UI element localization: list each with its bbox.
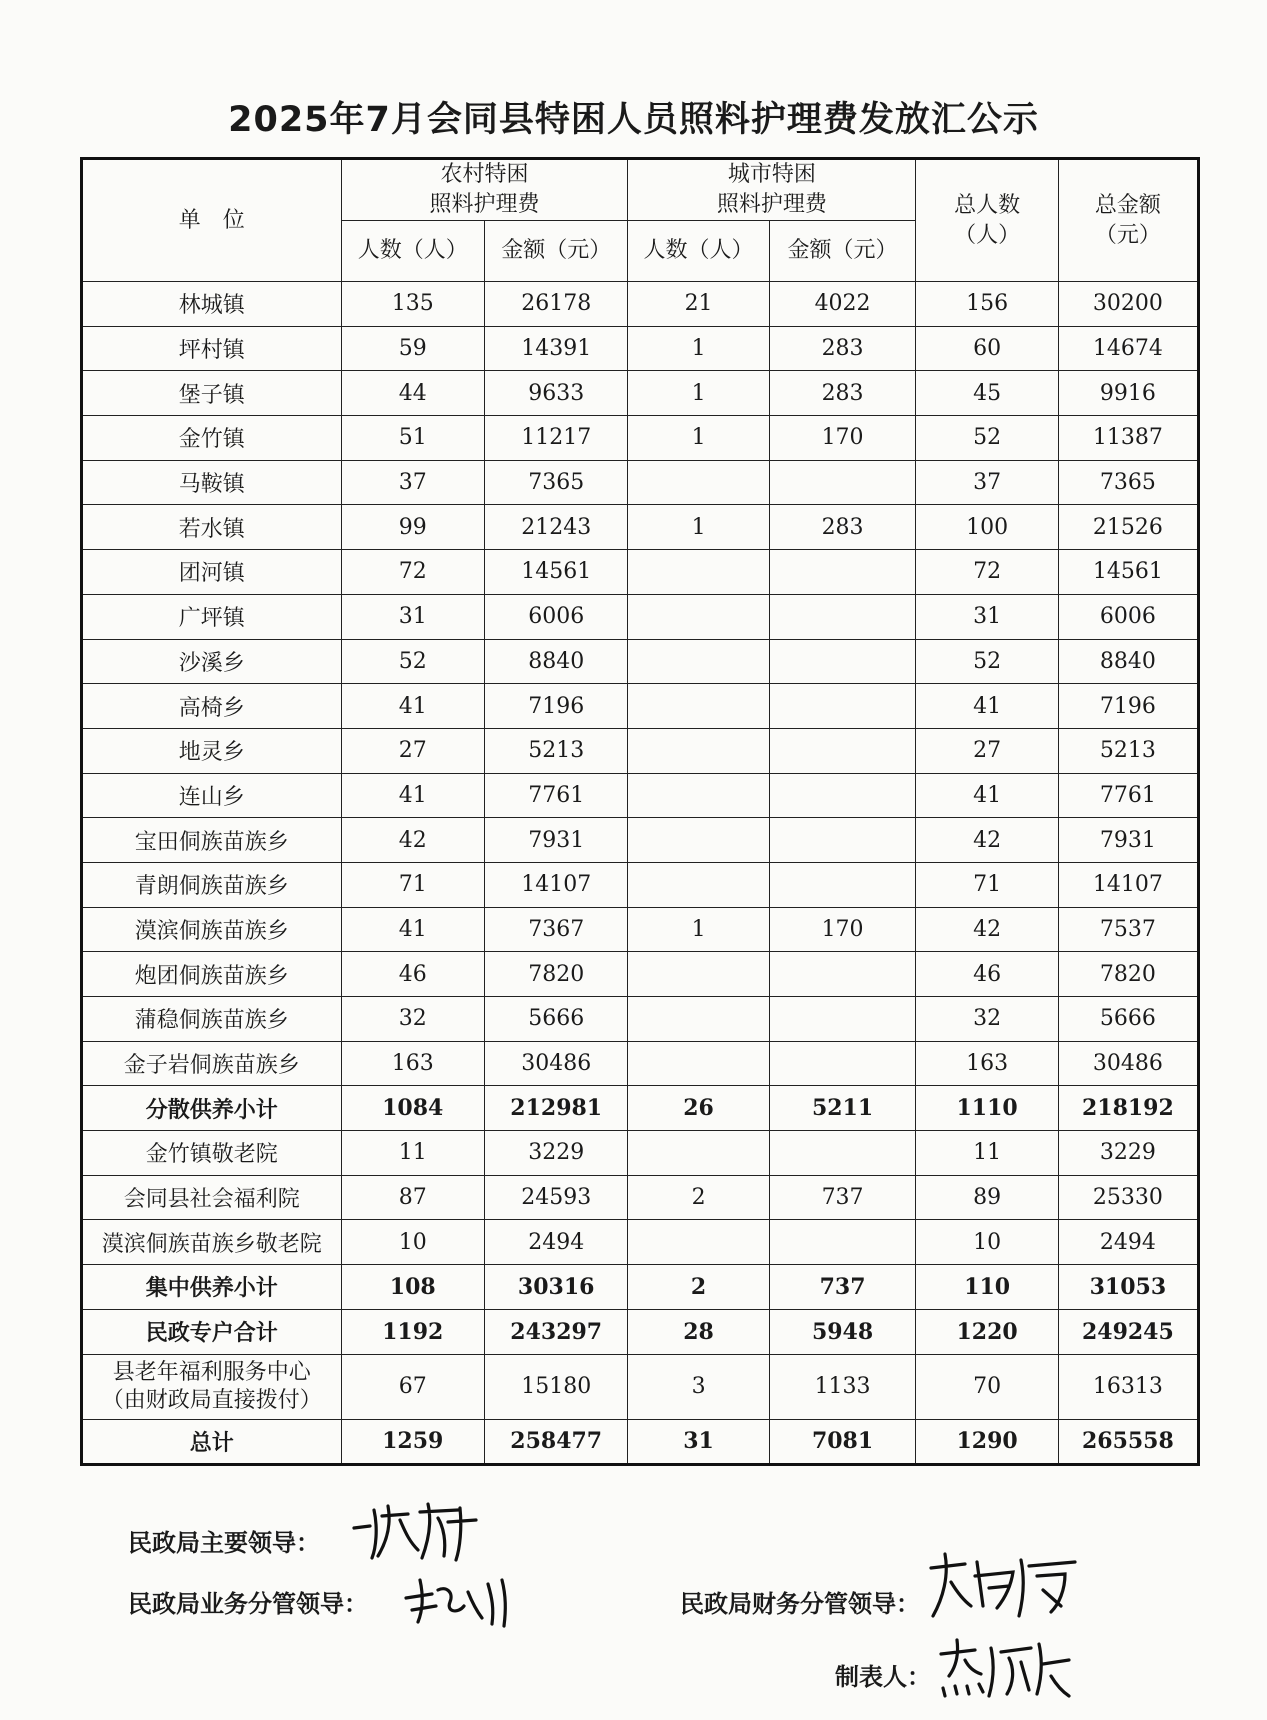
rural-amount-cell: 7365 — [484, 460, 627, 505]
table-row — [82, 818, 1199, 863]
total-people-cell: 11 — [916, 1131, 1058, 1176]
rural-amount-cell: 14107 — [484, 862, 627, 907]
table-row — [82, 1131, 1199, 1176]
urban-people-cell: 3 — [628, 1354, 769, 1419]
urban-amount-cell: 737 — [769, 1265, 916, 1310]
urban-people-cell — [628, 952, 769, 997]
urban-people-cell — [628, 594, 769, 639]
unit-cell: 团河镇 — [82, 550, 342, 595]
total-amount-cell: 249245 — [1058, 1309, 1198, 1354]
urban-people-cell — [628, 639, 769, 684]
urban-people-cell — [628, 773, 769, 818]
unit-cell: 广坪镇 — [82, 594, 342, 639]
table-row — [82, 639, 1199, 684]
table-row — [82, 1419, 1199, 1465]
unit-cell: 蒲稳侗族苗族乡 — [82, 997, 342, 1042]
total-people-cell: 52 — [916, 639, 1058, 684]
rural-amount-cell: 11217 — [484, 416, 627, 461]
urban-people-cell — [628, 862, 769, 907]
total-amount-cell: 31053 — [1058, 1265, 1198, 1310]
rural-people-cell: 42 — [341, 818, 484, 863]
unit-cell: 宝田侗族苗族乡 — [82, 818, 342, 863]
urban-amount-cell — [769, 460, 916, 505]
preparer-label: 制表人： — [835, 1663, 931, 1691]
header-rural-group: 农村特困 照料护理费 — [341, 159, 628, 221]
total-people-cell: 89 — [916, 1175, 1058, 1220]
unit-cell: 分散供养小计 — [82, 1086, 342, 1131]
leader-main-signature — [348, 1498, 488, 1568]
urban-people-cell — [628, 1220, 769, 1265]
rural-amount-cell: 7761 — [484, 773, 627, 818]
total-people-cell: 42 — [916, 907, 1058, 952]
report-table — [80, 157, 1200, 1466]
urban-amount-cell — [769, 818, 916, 863]
urban-amount-cell — [769, 550, 916, 595]
urban-people-cell: 21 — [628, 282, 769, 327]
rural-people-cell: 31 — [341, 594, 484, 639]
total-people-cell: 100 — [916, 505, 1058, 550]
unit-cell: 地灵乡 — [82, 728, 342, 773]
header-urban-group: 城市特困 照料护理费 — [628, 159, 916, 221]
rural-people-cell: 46 — [341, 952, 484, 997]
urban-people-cell: 1 — [628, 371, 769, 416]
rural-people-cell: 27 — [341, 728, 484, 773]
header-rural-amount: 金额（元） — [484, 221, 627, 282]
table-row — [82, 997, 1199, 1042]
urban-amount-cell — [769, 728, 916, 773]
rural-people-cell: 51 — [341, 416, 484, 461]
urban-amount-cell: 283 — [769, 371, 916, 416]
total-people-cell: 52 — [916, 416, 1058, 461]
total-people-cell: 156 — [916, 282, 1058, 327]
unit-cell: 马鞍镇 — [82, 460, 342, 505]
urban-people-cell — [628, 550, 769, 595]
rural-people-cell: 1084 — [341, 1086, 484, 1131]
rural-amount-cell: 7196 — [484, 684, 627, 729]
unit-cell: 民政专户合计 — [82, 1309, 342, 1354]
total-people-cell: 163 — [916, 1041, 1058, 1086]
rural-people-cell: 10 — [341, 1220, 484, 1265]
total-people-cell: 10 — [916, 1220, 1058, 1265]
leader-business-label: 民政局业务分管领导： — [128, 1590, 368, 1618]
urban-people-cell — [628, 728, 769, 773]
urban-amount-cell — [769, 639, 916, 684]
urban-amount-cell — [769, 773, 916, 818]
rural-amount-cell: 9633 — [484, 371, 627, 416]
rural-amount-cell: 24593 — [484, 1175, 627, 1220]
header-urban-amount: 金额（元） — [769, 221, 916, 282]
total-people-cell: 71 — [916, 862, 1058, 907]
urban-people-cell: 1 — [628, 416, 769, 461]
rural-amount-cell: 212981 — [484, 1086, 627, 1131]
total-amount-cell: 7820 — [1058, 952, 1198, 997]
total-people-cell: 42 — [916, 818, 1058, 863]
rural-amount-cell: 5213 — [484, 728, 627, 773]
urban-amount-cell: 1133 — [769, 1354, 916, 1419]
total-people-cell: 41 — [916, 773, 1058, 818]
unit-cell: 青朗侗族苗族乡 — [82, 862, 342, 907]
rural-amount-cell: 14391 — [484, 326, 627, 371]
rural-amount-cell: 14561 — [484, 550, 627, 595]
rural-amount-cell: 21243 — [484, 505, 627, 550]
urban-amount-cell: 283 — [769, 326, 916, 371]
table-row — [82, 550, 1199, 595]
rural-people-cell: 37 — [341, 460, 484, 505]
urban-amount-cell — [769, 594, 916, 639]
table-row — [82, 1220, 1199, 1265]
urban-amount-cell — [769, 1131, 916, 1176]
total-amount-cell: 11387 — [1058, 416, 1198, 461]
rural-people-cell: 72 — [341, 550, 484, 595]
header-total-amount: 总金额 （元） — [1058, 159, 1198, 282]
rural-people-cell: 99 — [341, 505, 484, 550]
rural-people-cell: 11 — [341, 1131, 484, 1176]
rural-people-cell: 41 — [341, 907, 484, 952]
total-amount-cell: 30486 — [1058, 1041, 1198, 1086]
rural-people-cell: 67 — [341, 1354, 484, 1419]
leader-business-signature — [402, 1562, 532, 1632]
urban-amount-cell: 5211 — [769, 1086, 916, 1131]
urban-amount-cell — [769, 1220, 916, 1265]
total-amount-cell: 14561 — [1058, 550, 1198, 595]
urban-people-cell — [628, 460, 769, 505]
rural-amount-cell: 7931 — [484, 818, 627, 863]
total-people-cell: 45 — [916, 371, 1058, 416]
total-people-cell: 46 — [916, 952, 1058, 997]
total-amount-cell: 7761 — [1058, 773, 1198, 818]
unit-cell: 会同县社会福利院 — [82, 1175, 342, 1220]
rural-amount-cell: 6006 — [484, 594, 627, 639]
total-amount-cell: 14674 — [1058, 326, 1198, 371]
urban-amount-cell: 170 — [769, 416, 916, 461]
total-people-cell: 60 — [916, 326, 1058, 371]
rural-people-cell: 59 — [341, 326, 484, 371]
urban-people-cell: 1 — [628, 907, 769, 952]
total-people-cell: 41 — [916, 684, 1058, 729]
urban-amount-cell — [769, 684, 916, 729]
total-amount-cell: 16313 — [1058, 1354, 1198, 1419]
urban-amount-cell — [769, 862, 916, 907]
urban-people-cell: 1 — [628, 326, 769, 371]
table-row — [82, 728, 1199, 773]
total-amount-cell: 5213 — [1058, 728, 1198, 773]
unit-cell: 集中供养小计 — [82, 1265, 342, 1310]
total-people-cell: 32 — [916, 997, 1058, 1042]
total-amount-cell: 7537 — [1058, 907, 1198, 952]
table-row — [82, 1086, 1199, 1131]
table-row — [82, 684, 1199, 729]
urban-people-cell — [628, 1131, 769, 1176]
table-row — [82, 505, 1199, 550]
total-people-cell: 27 — [916, 728, 1058, 773]
total-amount-cell: 7196 — [1058, 684, 1198, 729]
urban-amount-cell — [769, 1041, 916, 1086]
unit-cell: 高椅乡 — [82, 684, 342, 729]
table-body — [82, 282, 1199, 1465]
table-row — [82, 594, 1199, 639]
total-people-cell: 31 — [916, 594, 1058, 639]
rural-amount-cell: 8840 — [484, 639, 627, 684]
total-amount-cell: 7931 — [1058, 818, 1198, 863]
unit-cell: 总计 — [82, 1419, 342, 1465]
total-amount-cell: 8840 — [1058, 639, 1198, 684]
rural-people-cell: 163 — [341, 1041, 484, 1086]
header-rural-people: 人数（人） — [341, 221, 484, 282]
unit-cell: 堡子镇 — [82, 371, 342, 416]
table-row — [82, 907, 1199, 952]
rural-amount-cell: 5666 — [484, 997, 627, 1042]
urban-amount-cell: 737 — [769, 1175, 916, 1220]
unit-cell: 坪村镇 — [82, 326, 342, 371]
rural-people-cell: 44 — [341, 371, 484, 416]
rural-amount-cell: 15180 — [484, 1354, 627, 1419]
total-people-cell: 37 — [916, 460, 1058, 505]
header-unit: 单 位 — [82, 159, 342, 282]
rural-amount-cell: 7820 — [484, 952, 627, 997]
unit-cell: 林城镇 — [82, 282, 342, 327]
rural-amount-cell: 2494 — [484, 1220, 627, 1265]
preparer-signature — [935, 1634, 1075, 1704]
unit-cell: 炮团侗族苗族乡 — [82, 952, 342, 997]
total-amount-cell: 7365 — [1058, 460, 1198, 505]
rural-amount-cell: 7367 — [484, 907, 627, 952]
total-people-cell: 1110 — [916, 1086, 1058, 1131]
urban-people-cell: 31 — [628, 1419, 769, 1465]
total-people-cell: 1220 — [916, 1309, 1058, 1354]
unit-cell: 漠滨侗族苗族乡 — [82, 907, 342, 952]
total-amount-cell: 6006 — [1058, 594, 1198, 639]
urban-people-cell: 1 — [628, 505, 769, 550]
total-amount-cell: 5666 — [1058, 997, 1198, 1042]
total-amount-cell: 218192 — [1058, 1086, 1198, 1131]
total-people-cell: 72 — [916, 550, 1058, 595]
rural-people-cell: 1259 — [341, 1419, 484, 1465]
table-row — [82, 773, 1199, 818]
table-row — [82, 1041, 1199, 1086]
unit-cell: 县老年福利服务中心 （由财政局直接拨付） — [82, 1354, 342, 1419]
rural-amount-cell: 243297 — [484, 1309, 627, 1354]
rural-amount-cell: 258477 — [484, 1419, 627, 1465]
urban-people-cell: 26 — [628, 1086, 769, 1131]
leader-main-label: 民政局主要领导： — [128, 1529, 320, 1557]
rural-people-cell: 1192 — [341, 1309, 484, 1354]
page-title: 2025年7月会同县特困人员照料护理费发放汇公示 — [228, 100, 1039, 140]
unit-cell: 金子岩侗族苗族乡 — [82, 1041, 342, 1086]
header-urban-people: 人数（人） — [628, 221, 769, 282]
total-amount-cell: 9916 — [1058, 371, 1198, 416]
unit-cell: 金竹镇敬老院 — [82, 1131, 342, 1176]
urban-amount-cell: 4022 — [769, 282, 916, 327]
unit-cell: 金竹镇 — [82, 416, 342, 461]
urban-amount-cell: 283 — [769, 505, 916, 550]
urban-amount-cell: 170 — [769, 907, 916, 952]
total-amount-cell: 2494 — [1058, 1220, 1198, 1265]
table-row — [82, 862, 1199, 907]
rural-people-cell: 71 — [341, 862, 484, 907]
leader-finance-signature — [925, 1546, 1095, 1624]
table-row — [82, 952, 1199, 997]
leader-finance-label: 民政局财务分管领导： — [680, 1590, 920, 1618]
urban-people-cell — [628, 1041, 769, 1086]
unit-cell: 若水镇 — [82, 505, 342, 550]
rural-people-cell: 108 — [341, 1265, 484, 1310]
total-people-cell: 1290 — [916, 1419, 1058, 1465]
urban-amount-cell: 7081 — [769, 1419, 916, 1465]
urban-people-cell — [628, 818, 769, 863]
header-total-people: 总人数 （人） — [916, 159, 1058, 282]
urban-amount-cell — [769, 997, 916, 1042]
rural-amount-cell: 30486 — [484, 1041, 627, 1086]
rural-people-cell: 135 — [341, 282, 484, 327]
table-row — [82, 1265, 1199, 1310]
rural-people-cell: 87 — [341, 1175, 484, 1220]
total-amount-cell: 21526 — [1058, 505, 1198, 550]
rural-people-cell: 52 — [341, 639, 484, 684]
urban-people-cell: 28 — [628, 1309, 769, 1354]
table-row — [82, 416, 1199, 461]
rural-amount-cell: 3229 — [484, 1131, 627, 1176]
unit-cell: 漠滨侗族苗族乡敬老院 — [82, 1220, 342, 1265]
urban-people-cell: 2 — [628, 1175, 769, 1220]
table-row — [82, 371, 1199, 416]
table-row — [82, 326, 1199, 371]
urban-amount-cell — [769, 952, 916, 997]
total-amount-cell: 14107 — [1058, 862, 1198, 907]
urban-amount-cell: 5948 — [769, 1309, 916, 1354]
total-amount-cell: 3229 — [1058, 1131, 1198, 1176]
unit-cell: 连山乡 — [82, 773, 342, 818]
rural-amount-cell: 30316 — [484, 1265, 627, 1310]
urban-people-cell — [628, 684, 769, 729]
total-people-cell: 110 — [916, 1265, 1058, 1310]
total-amount-cell: 30200 — [1058, 282, 1198, 327]
rural-people-cell: 32 — [341, 997, 484, 1042]
table-row — [82, 1354, 1199, 1419]
rural-amount-cell: 26178 — [484, 282, 627, 327]
total-people-cell: 70 — [916, 1354, 1058, 1419]
table-row — [82, 1175, 1199, 1220]
rural-people-cell: 41 — [341, 684, 484, 729]
unit-cell: 沙溪乡 — [82, 639, 342, 684]
urban-people-cell — [628, 997, 769, 1042]
table-row — [82, 282, 1199, 327]
total-amount-cell: 265558 — [1058, 1419, 1198, 1465]
table-row — [82, 1309, 1199, 1354]
total-amount-cell: 25330 — [1058, 1175, 1198, 1220]
table-row — [82, 460, 1199, 505]
urban-people-cell: 2 — [628, 1265, 769, 1310]
rural-people-cell: 41 — [341, 773, 484, 818]
